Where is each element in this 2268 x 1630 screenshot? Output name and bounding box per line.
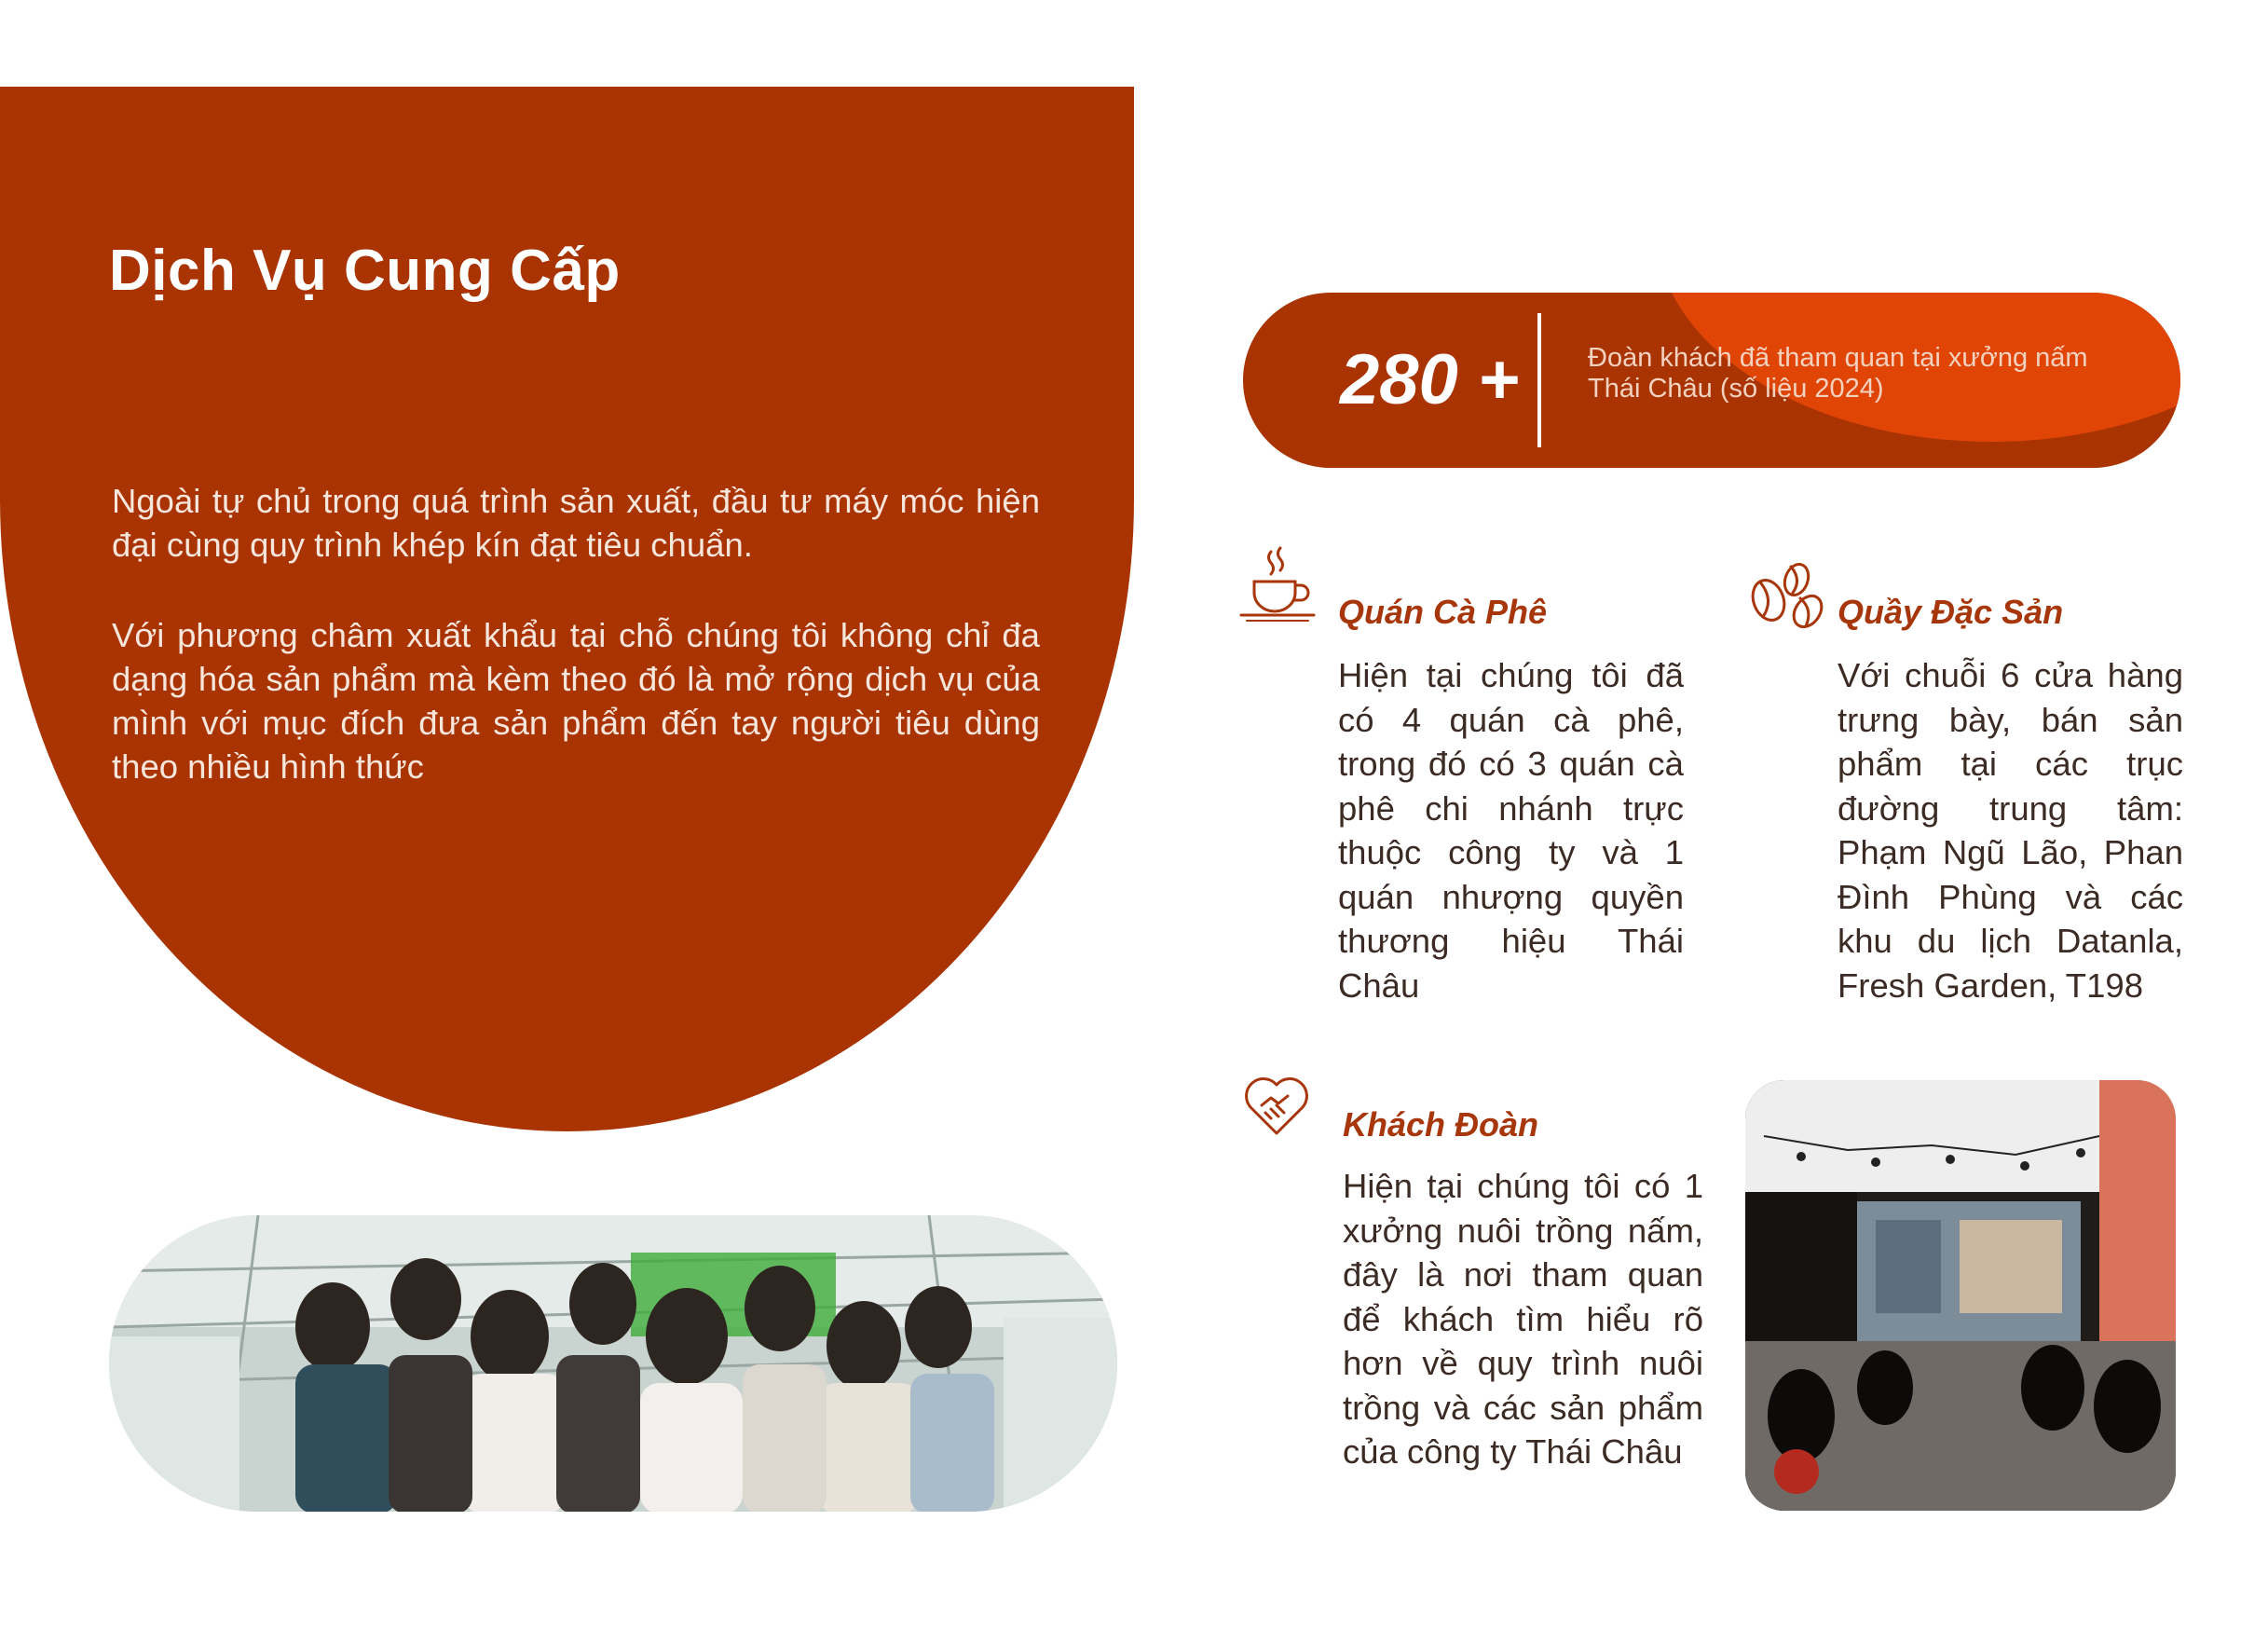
stats-pill [1243,293,2180,468]
stats-description: Đoàn khách đã tham quan tại xưởng nấm Thái Châu (số liệu 2024) [1588,343,2088,404]
coffee-shop-photo [1745,1080,2176,1511]
stats-divider [1537,313,1541,447]
page-title: Dịch Vụ Cung Cấp [109,239,621,303]
stats-number: 280 + [1340,340,1520,419]
service-title-coffee: Quán Cà Phê [1338,593,1548,631]
intro-paragraph-1: Ngoài tự chủ trong quá trình sản xuất, đầu tư máy móc hiện đại cùng quy trình khép kín đạt tiêu chuẩn. [112,482,1040,564]
service-title-groups: Khách Đoàn [1343,1105,1539,1144]
service-title-specialty: Quầy Đặc Sản [1838,593,2064,631]
service-text-specialty: Với chuỗi 6 cửa hàng trưng bày, bán sản phẩm tại các trục đường trung tâm: Phạm Ngũ Lão, Phan Đình Phùng và các khu du lịch Datanla, Fresh Garden, T198 [1838,656,2183,1005]
handshake-heart-icon [1243,1074,1310,1144]
service-text-groups: Hiện tại chúng tôi có 1 xưởng nuôi trồng nấm, đây là nơi tham quan để khách tìm hiểu rõ hơn về quy trình nuôi trồng và các sản phẩm của công ty Thái Châu [1343,1167,1703,1471]
coffee-beans-icon [1748,559,1832,638]
service-text-coffee: Hiện tại chúng tôi đã có 4 quán cà phê, trong đó có 3 quán cà phê chi nhánh trực thuộc công ty và 1 quán nhượng quyền thương hiệu Thái Châu [1338,656,1684,1005]
intro-paragraph-2: Với phương châm xuất khẩu tại chỗ chúng tôi không chỉ đa dạng hóa sản phẩm mà kèm theo đó là mở rộng dịch vụ của mình với mục đích đưa sản phẩm đến tay người tiêu dùng theo nhiều hình thức [112,616,1040,786]
group-tour-photo [109,1215,1117,1512]
coffee-cup-icon [1237,544,1321,633]
